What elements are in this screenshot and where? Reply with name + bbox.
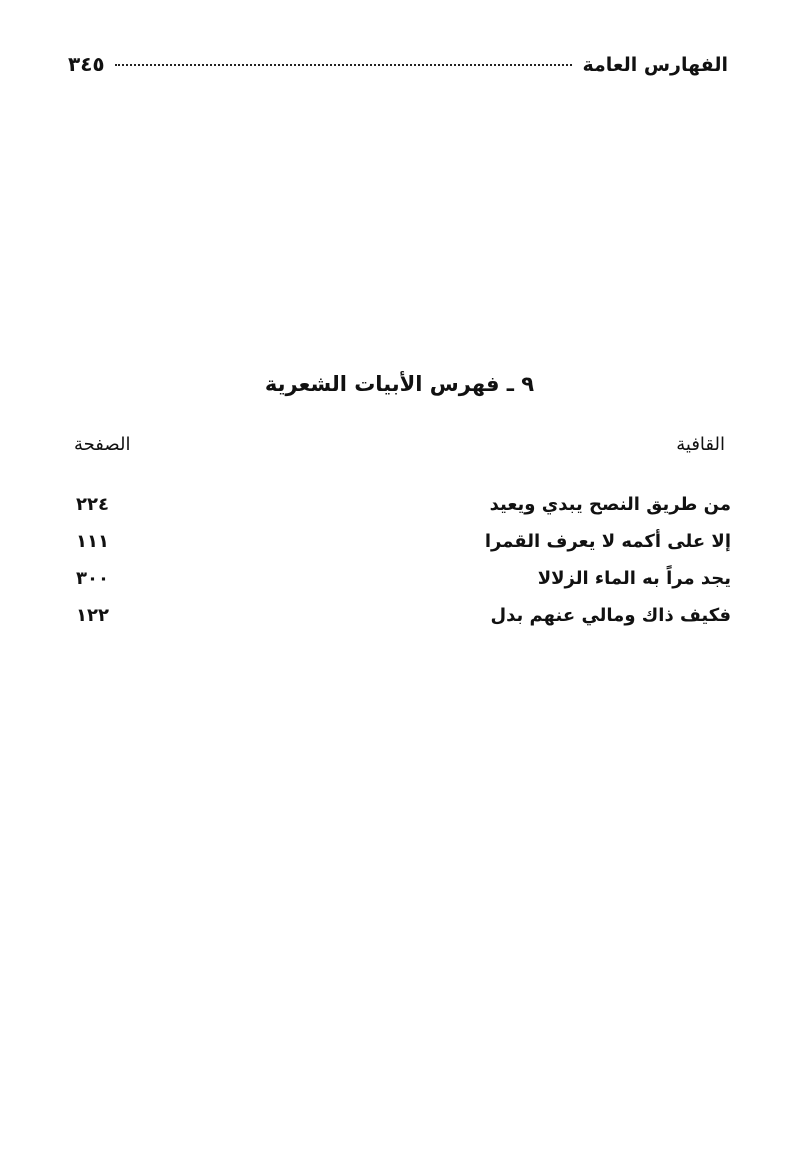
verse-page-number: ١٢٢ bbox=[76, 605, 109, 626]
section-title: ٩ ـ فهرس الأبيات الشعرية bbox=[264, 372, 535, 396]
running-header bbox=[68, 52, 728, 86]
verse-page-number: ١١١ bbox=[76, 531, 109, 552]
verse-page-number: ٢٢٤ bbox=[76, 494, 109, 515]
table-row bbox=[68, 523, 731, 560]
column-header-page: الصفحة bbox=[74, 434, 131, 455]
dot-leader bbox=[115, 64, 573, 66]
verse-text: يجد مراً به الماء الزلالا bbox=[537, 568, 731, 589]
page-number: ٣٤٥ bbox=[68, 52, 105, 76]
table-row bbox=[68, 597, 731, 634]
verse-text: إلا على أكمه لا يعرف القمرا bbox=[484, 531, 731, 552]
column-header-rhyme: القافية bbox=[676, 434, 725, 455]
table-row bbox=[68, 560, 731, 597]
verse-index-table bbox=[68, 486, 731, 634]
verse-text: من طريق النصح يبدي ويعيد bbox=[489, 494, 731, 515]
header-title: الفهارس العامة bbox=[582, 54, 728, 76]
verse-page-number: ٣٠٠ bbox=[76, 568, 109, 589]
table-row bbox=[68, 486, 731, 523]
verse-text: فكيف ذاك ومالي عنهم بدل bbox=[490, 605, 731, 626]
